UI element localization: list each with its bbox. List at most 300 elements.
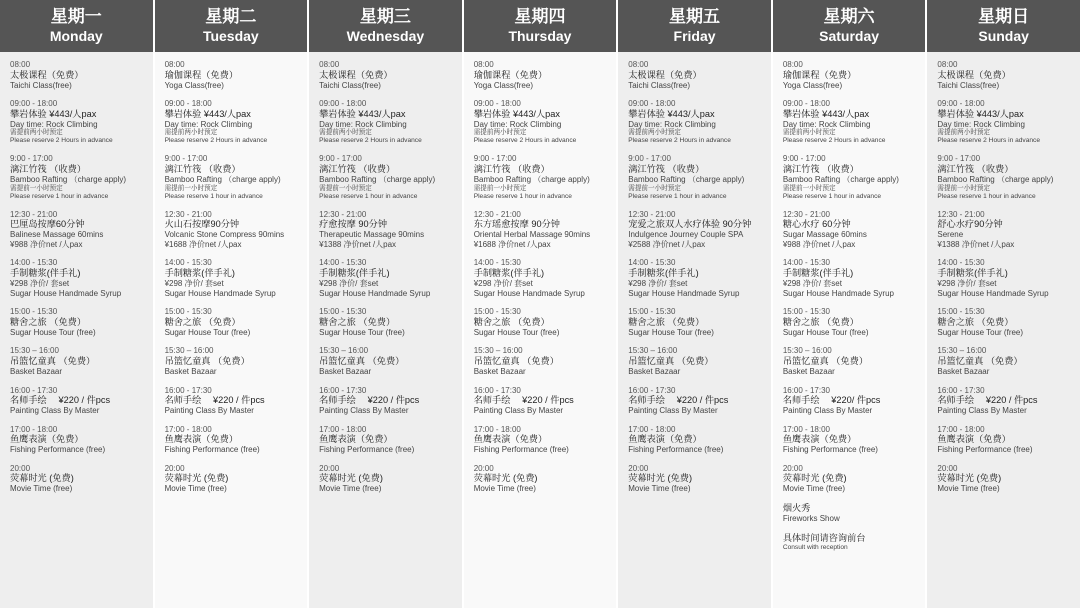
event-item	[319, 210, 456, 250]
event-name: 瑜伽课程（免费）	[164, 69, 239, 80]
event-detail: ¥988 净价net /人pax	[10, 239, 83, 249]
event-time: 20:00	[164, 463, 185, 473]
event-detail: Day time: Rock Climbing	[164, 119, 253, 129]
event-detail: Fishing Performance (free)	[782, 445, 878, 455]
event-time: 16:00 - 17:30	[319, 385, 367, 395]
event-time: 14:00 - 15:30	[782, 258, 830, 268]
event-time: 20:00	[10, 463, 31, 473]
event-item	[319, 258, 456, 298]
event-item	[937, 258, 1074, 298]
event-name: 手制糖浆(伴手礼)	[473, 267, 545, 278]
event-time: 9:00 - 17:00	[164, 154, 208, 164]
event-detail: ¥298 净价/ 套set	[473, 278, 533, 288]
event-detail: 需提前一小时预定	[782, 184, 836, 192]
event-detail: Bamboo Rafting （charge apply)	[782, 174, 899, 184]
event-detail: ¥298 净价/ 套set	[319, 278, 379, 288]
event-detail: 需提前两小时预定	[782, 129, 836, 137]
event-time: 15:30 – 16:00	[473, 346, 523, 356]
day-header	[773, 0, 926, 52]
event-time: 15:30 – 16:00	[782, 346, 832, 356]
event-name: 鱼鹰表演（免费）	[628, 434, 702, 445]
event-item	[783, 307, 920, 337]
event-item	[937, 60, 1074, 90]
event-time: 9:00 - 17:00	[319, 154, 362, 164]
event-name: 名师手绘 ¥220 / 件pcs	[10, 395, 111, 406]
event-detail: Sugar House Handmade Syrup	[473, 288, 585, 298]
event-item	[319, 307, 456, 337]
event-name: 攀岩体验 ¥443/人pax	[937, 108, 1024, 119]
event-item	[10, 425, 147, 455]
event-time: 12:30 - 21:00	[10, 209, 58, 219]
event-detail: Please reserve 1 hour in advance	[937, 192, 1036, 200]
event-time: 14:00 - 15:30	[10, 258, 58, 268]
event-time: 09:00 - 18:00	[937, 99, 985, 109]
event-detail: Basket Bazaar	[473, 366, 526, 376]
event-item	[783, 533, 920, 552]
event-name: 漓江竹筏 （收费）	[628, 163, 705, 174]
event-time: 16:00 - 17:30	[628, 385, 676, 395]
event-detail: 需提前两小时预定	[473, 129, 527, 137]
event-name: 巴厘岛按摩60分钟	[10, 219, 85, 230]
event-time: 9:00 - 17:00	[628, 154, 671, 164]
event-detail: 需提前一小时预定	[628, 184, 681, 192]
day-events	[773, 52, 926, 608]
event-detail: Basket Bazaar	[937, 366, 990, 376]
day-column-friday	[618, 0, 771, 608]
event-name: 手制糖浆(伴手礼)	[164, 267, 235, 278]
event-name: 漓江竹筏 （收费）	[319, 163, 396, 174]
event-item	[628, 210, 765, 250]
event-item	[165, 60, 302, 90]
event-detail: Please reserve 1 hour in advance	[782, 192, 882, 200]
event-detail: Painting Class By Master	[164, 406, 254, 416]
event-time: 17:00 - 18:00	[628, 424, 676, 434]
event-name: 手制糖浆(伴手礼)	[319, 267, 390, 278]
event-item	[783, 464, 920, 494]
event-item	[10, 210, 147, 250]
event-item	[937, 346, 1074, 376]
event-item	[474, 464, 611, 494]
event-name: 漓江竹筏 （收费）	[782, 163, 859, 174]
event-detail: ¥298 净价/ 套set	[164, 278, 224, 288]
day-header	[309, 0, 462, 52]
event-item	[319, 386, 456, 416]
event-item	[10, 258, 147, 298]
event-item	[937, 210, 1074, 250]
event-name: 吊篮忆童真 （免费）	[782, 355, 869, 366]
event-time: 15:00 - 15:30	[319, 307, 367, 317]
event-item	[319, 464, 456, 494]
event-name: 荧幕时光 (免费)	[628, 473, 693, 484]
day-column-saturday	[773, 0, 926, 608]
event-name: 名师手绘 ¥220/ 件pcs	[782, 395, 881, 406]
event-item	[783, 346, 920, 376]
event-detail: Volcanic Stone Compress 90mins	[164, 230, 285, 240]
day-name-english: Sunday	[978, 27, 1029, 44]
day-name-chinese: 星期三	[359, 6, 411, 26]
event-item	[783, 60, 920, 90]
event-name: 手制糖浆(伴手礼)	[628, 267, 699, 278]
event-detail: Basket Bazaar	[319, 366, 372, 376]
event-detail: Painting Class By Master	[319, 406, 409, 416]
event-item	[474, 425, 611, 455]
event-detail: Sugar House Tour (free)	[10, 327, 96, 337]
event-detail: Day time: Rock Climbing	[10, 119, 98, 129]
event-item	[628, 154, 765, 200]
event-time: 20:00	[319, 463, 340, 473]
event-name: 吊篮忆童真 （免费）	[473, 355, 559, 366]
event-name: 糖舍之旅 （免费）	[473, 316, 550, 327]
event-detail: Movie Time (free)	[473, 484, 536, 494]
event-detail: Day time: Rock Climbing	[473, 119, 562, 129]
event-name: 漓江竹筏 （收费）	[473, 163, 550, 174]
day-header	[927, 0, 1080, 52]
event-detail: Day time: Rock Climbing	[937, 119, 1025, 129]
event-item	[165, 210, 302, 250]
event-time: 12:30 - 21:00	[937, 209, 985, 219]
event-detail: Sugar House Handmade Syrup	[628, 288, 740, 298]
event-name: 太极课程（免费）	[319, 69, 393, 80]
event-detail: Movie Time (free)	[937, 484, 1000, 494]
event-time: 08:00	[473, 60, 494, 69]
event-time: 14:00 - 15:30	[473, 258, 521, 268]
event-name: 吊篮忆童真 （免费）	[164, 355, 250, 366]
event-name: 名师手绘 ¥220 / 件pcs	[937, 395, 1038, 406]
event-detail: Fishing Performance (free)	[937, 445, 1033, 455]
event-detail: 需提前一小时预定	[473, 184, 527, 192]
event-detail: Sugar House Handmade Syrup	[10, 288, 122, 298]
event-name: 漓江竹筏 （收费）	[10, 163, 87, 174]
event-time: 20:00	[937, 463, 958, 473]
event-item	[165, 425, 302, 455]
event-detail: Sugar Massage 60mins	[782, 230, 867, 240]
event-time: 09:00 - 18:00	[164, 99, 212, 109]
day-name-chinese: 星期二	[205, 6, 257, 26]
event-item	[319, 99, 456, 145]
event-name: 鱼鹰表演（免费）	[473, 434, 548, 445]
event-detail: ¥1688 净价net /人pax	[473, 239, 551, 249]
event-detail: Yoga Class(free)	[164, 80, 224, 90]
event-item	[628, 425, 765, 455]
event-detail: ¥1388 净价net /人pax	[319, 239, 397, 249]
event-time: 15:00 - 15:30	[10, 307, 58, 317]
event-name: 舒心水疗90分钟	[937, 219, 1003, 230]
event-item	[474, 386, 611, 416]
event-time: 14:00 - 15:30	[319, 258, 367, 268]
event-detail: Fishing Performance (free)	[10, 445, 106, 455]
event-detail: Taichi Class(free)	[10, 80, 72, 90]
event-detail: Please reserve 2 Hours in advance	[937, 137, 1040, 145]
event-detail: Taichi Class(free)	[319, 80, 381, 90]
event-detail: 需提前两小时预定	[937, 129, 991, 137]
event-detail: Bamboo Rafting （charge apply)	[10, 174, 127, 184]
day-events	[618, 52, 771, 608]
event-time: 12:30 - 21:00	[628, 209, 676, 219]
event-time: 16:00 - 17:30	[937, 385, 985, 395]
event-name: 太极课程（免费）	[10, 69, 84, 80]
event-detail: 需提前两小时预定	[164, 129, 218, 137]
event-item	[165, 386, 302, 416]
event-time: 12:30 - 21:00	[319, 209, 367, 219]
event-detail: 需提前两小时预定	[10, 129, 63, 137]
event-item	[937, 154, 1074, 200]
event-detail: ¥298 净价/ 套set	[782, 278, 842, 288]
event-detail: 需提前一小时预定	[937, 184, 991, 192]
event-name: 糖舍之旅 （免费）	[782, 316, 859, 327]
event-detail: Fishing Performance (free)	[628, 445, 724, 455]
event-time: 16:00 - 17:30	[473, 385, 521, 395]
event-name: 瑜伽课程（免费）	[782, 69, 857, 80]
day-name-english: Monday	[49, 27, 103, 44]
event-detail: Please reserve 1 hour in advance	[10, 192, 109, 200]
event-item	[783, 503, 920, 524]
day-events	[309, 52, 462, 608]
event-item	[474, 346, 611, 376]
day-name-chinese: 星期日	[978, 6, 1030, 26]
event-item	[474, 307, 611, 337]
event-name: 攀岩体验 ¥443/人pax	[164, 108, 251, 119]
event-item	[628, 307, 765, 337]
event-item	[783, 210, 920, 250]
event-time: 09:00 - 18:00	[319, 99, 367, 109]
event-item	[165, 258, 302, 298]
event-name: 荧幕时光 (免费)	[10, 473, 74, 484]
event-time: 17:00 - 18:00	[782, 424, 830, 434]
event-detail: Serene	[937, 230, 964, 240]
event-detail: Taichi Class(free)	[628, 80, 691, 90]
event-item	[937, 386, 1074, 416]
event-name: 糖舍之旅 （免费）	[937, 316, 1014, 327]
event-detail: Movie Time (free)	[164, 484, 227, 494]
event-item	[783, 258, 920, 298]
event-detail: Movie Time (free)	[10, 484, 73, 494]
event-item	[319, 154, 456, 200]
event-time: 15:00 - 15:30	[628, 307, 676, 317]
day-events	[464, 52, 617, 608]
event-time: 15:00 - 15:30	[782, 307, 830, 317]
event-time: 16:00 - 17:30	[10, 385, 58, 395]
event-detail: Please reserve 1 hour in advance	[164, 192, 263, 200]
event-name: 手制糖浆(伴手礼)	[937, 267, 1008, 278]
event-detail: Fishing Performance (free)	[473, 445, 569, 455]
day-column-wednesday	[309, 0, 462, 608]
event-name: 火山石按摩90分钟	[164, 219, 240, 230]
event-item	[474, 154, 611, 200]
event-item	[783, 154, 920, 200]
event-detail: ¥298 净价/ 套set	[937, 278, 997, 288]
event-name: 漓江竹筏 （收费）	[164, 163, 241, 174]
event-detail: Painting Class By Master	[473, 406, 564, 416]
event-time: 12:30 - 21:00	[782, 209, 830, 219]
event-detail: 需提前一小时预定	[10, 184, 63, 192]
event-item	[319, 60, 456, 90]
event-detail: Fireworks Show	[782, 514, 840, 524]
day-name-english: Thursday	[508, 27, 572, 44]
event-time: 15:00 - 15:30	[473, 307, 521, 317]
event-detail: Day time: Rock Climbing	[782, 119, 871, 129]
event-item	[10, 99, 147, 145]
event-detail: Painting Class By Master	[782, 406, 873, 416]
event-detail: Taichi Class(free)	[937, 80, 1000, 90]
event-time: 15:30 – 16:00	[937, 346, 987, 356]
event-item	[474, 99, 611, 145]
event-detail: Indulgence Journey Couple SPA	[628, 230, 744, 240]
event-name: 鱼鹰表演（免费）	[782, 434, 857, 445]
day-column-thursday	[464, 0, 617, 608]
event-item	[165, 346, 302, 376]
event-detail: ¥1688 净价net /人pax	[164, 239, 242, 249]
event-time: 08:00	[164, 60, 185, 69]
event-detail: Please reserve 2 Hours in advance	[628, 137, 731, 145]
day-header	[618, 0, 771, 52]
event-detail: Basket Bazaar	[164, 366, 217, 376]
event-item	[628, 60, 765, 90]
event-name: 具体时间请咨询前台	[782, 532, 866, 543]
event-name: 吊篮忆童真 （免费）	[937, 355, 1023, 366]
day-name-english: Saturday	[819, 27, 880, 44]
event-time: 15:30 – 16:00	[164, 346, 214, 356]
event-detail: Fishing Performance (free)	[319, 445, 415, 455]
day-header	[155, 0, 308, 52]
event-item	[783, 386, 920, 416]
day-events	[155, 52, 308, 608]
event-detail: 需提前两小时预定	[628, 129, 681, 137]
event-name: 荧幕时光 (免费)	[319, 473, 383, 484]
event-time: 14:00 - 15:30	[628, 258, 676, 268]
event-time: 16:00 - 17:30	[782, 385, 830, 395]
event-name: 攀岩体验 ¥443/人pax	[319, 108, 406, 119]
event-item	[10, 154, 147, 200]
event-item	[10, 346, 147, 376]
event-time: 9:00 - 17:00	[937, 154, 981, 164]
event-time: 9:00 - 17:00	[473, 154, 517, 164]
event-name: 攀岩体验 ¥443/人pax	[782, 108, 870, 119]
event-detail: Please reserve 1 hour in advance	[473, 192, 572, 200]
event-time: 17:00 - 18:00	[937, 424, 985, 434]
event-item	[937, 464, 1074, 494]
event-name: 东方瑶愈按摩 90分钟	[473, 219, 560, 230]
day-name-english: Friday	[673, 27, 716, 44]
event-detail: Please reserve 1 hour in advance	[319, 192, 418, 200]
event-name: 手制糖浆(伴手礼)	[782, 267, 854, 278]
event-item	[783, 425, 920, 455]
event-detail: Sugar House Tour (free)	[164, 327, 251, 337]
event-name: 烟火秀	[782, 503, 811, 514]
event-detail: Sugar House Tour (free)	[628, 327, 714, 337]
event-time: 20:00	[628, 463, 649, 473]
event-name: 糖舍之旅 （免费）	[10, 316, 87, 327]
event-time: 12:30 - 21:00	[164, 209, 212, 219]
event-detail: Movie Time (free)	[782, 484, 846, 494]
event-item	[474, 210, 611, 250]
event-name: 荧幕时光 (免费)	[164, 473, 229, 484]
event-item	[937, 307, 1074, 337]
event-detail: Yoga Class(free)	[473, 80, 533, 90]
day-column-tuesday	[155, 0, 308, 608]
event-name: 攀岩体验 ¥443/人pax	[628, 108, 715, 119]
event-detail: 需提前一小时预定	[164, 184, 218, 192]
event-time: 09:00 - 18:00	[782, 99, 830, 109]
event-name: 鱼鹰表演（免费）	[319, 434, 393, 445]
event-detail: Therapeutic Massage 90mins	[319, 230, 425, 240]
event-name: 瑜伽课程（免费）	[473, 69, 548, 80]
event-name: 攀岩体验 ¥443/人pax	[473, 108, 560, 119]
event-detail: Bamboo Rafting （charge apply)	[473, 174, 590, 184]
event-detail: Movie Time (free)	[628, 484, 691, 494]
event-time: 14:00 - 15:30	[937, 258, 985, 268]
event-detail: Bamboo Rafting （charge apply)	[937, 174, 1054, 184]
event-name: 名师手绘 ¥220 / 件pcs	[319, 395, 420, 406]
event-detail: Painting Class By Master	[937, 406, 1027, 416]
event-time: 17:00 - 18:00	[319, 424, 367, 434]
event-time: 08:00	[628, 60, 649, 69]
day-name-chinese: 星期一	[50, 6, 102, 26]
event-detail: Basket Bazaar	[782, 366, 835, 376]
event-detail: Fishing Performance (free)	[164, 445, 260, 455]
event-time: 15:00 - 15:30	[937, 307, 985, 317]
day-name-english: Tuesday	[202, 27, 259, 44]
event-detail: Day time: Rock Climbing	[628, 119, 716, 129]
event-detail: Yoga Class(free)	[782, 80, 843, 90]
event-detail: Basket Bazaar	[628, 366, 681, 376]
event-item	[10, 307, 147, 337]
event-item	[937, 99, 1074, 145]
event-time: 20:00	[782, 463, 803, 473]
event-time: 17:00 - 18:00	[164, 424, 212, 434]
event-detail: Please reserve 2 Hours in advance	[10, 137, 113, 145]
event-item	[165, 154, 302, 200]
event-name: 吊篮忆童真 （免费）	[319, 355, 405, 366]
event-time: 15:00 - 15:30	[164, 307, 212, 317]
event-name: 鱼鹰表演（免费）	[937, 434, 1011, 445]
event-item	[628, 99, 765, 145]
event-time: 09:00 - 18:00	[473, 99, 521, 109]
day-header	[464, 0, 617, 52]
event-item	[10, 60, 147, 90]
event-name: 疗愈按摩 90分钟	[319, 219, 388, 230]
event-name: 吊篮忆童真 （免费）	[10, 355, 96, 366]
event-name: 糖舍之旅 （免费）	[628, 316, 705, 327]
event-time: 12:30 - 21:00	[473, 209, 521, 219]
event-detail: Movie Time (free)	[319, 484, 382, 494]
event-item	[628, 464, 765, 494]
event-detail: Sugar House Handmade Syrup	[782, 288, 894, 298]
event-detail: Bamboo Rafting （charge apply)	[319, 174, 436, 184]
event-name: 太极课程（免费）	[628, 69, 702, 80]
event-time: 20:00	[473, 463, 494, 473]
event-item	[165, 307, 302, 337]
event-item	[937, 425, 1074, 455]
day-header	[0, 0, 153, 52]
event-time: 09:00 - 18:00	[10, 99, 58, 109]
event-detail: Please reserve 2 Hours in advance	[319, 137, 422, 145]
event-name: 漓江竹筏 （收费）	[937, 163, 1014, 174]
event-item	[474, 258, 611, 298]
event-detail: Please reserve 2 Hours in advance	[782, 137, 886, 145]
event-detail: ¥298 净价/ 套set	[10, 278, 70, 288]
event-item	[10, 386, 147, 416]
event-item	[319, 346, 456, 376]
event-name: 吊篮忆童真 （免费）	[628, 355, 714, 366]
day-events	[0, 52, 153, 608]
event-detail: Please reserve 1 hour in advance	[628, 192, 727, 200]
event-time: 08:00	[10, 60, 31, 69]
day-name-chinese: 星期五	[669, 6, 721, 26]
event-item	[628, 386, 765, 416]
event-detail: Day time: Rock Climbing	[319, 119, 407, 129]
event-time: 15:30 – 16:00	[319, 346, 369, 356]
day-column-sunday	[927, 0, 1080, 608]
